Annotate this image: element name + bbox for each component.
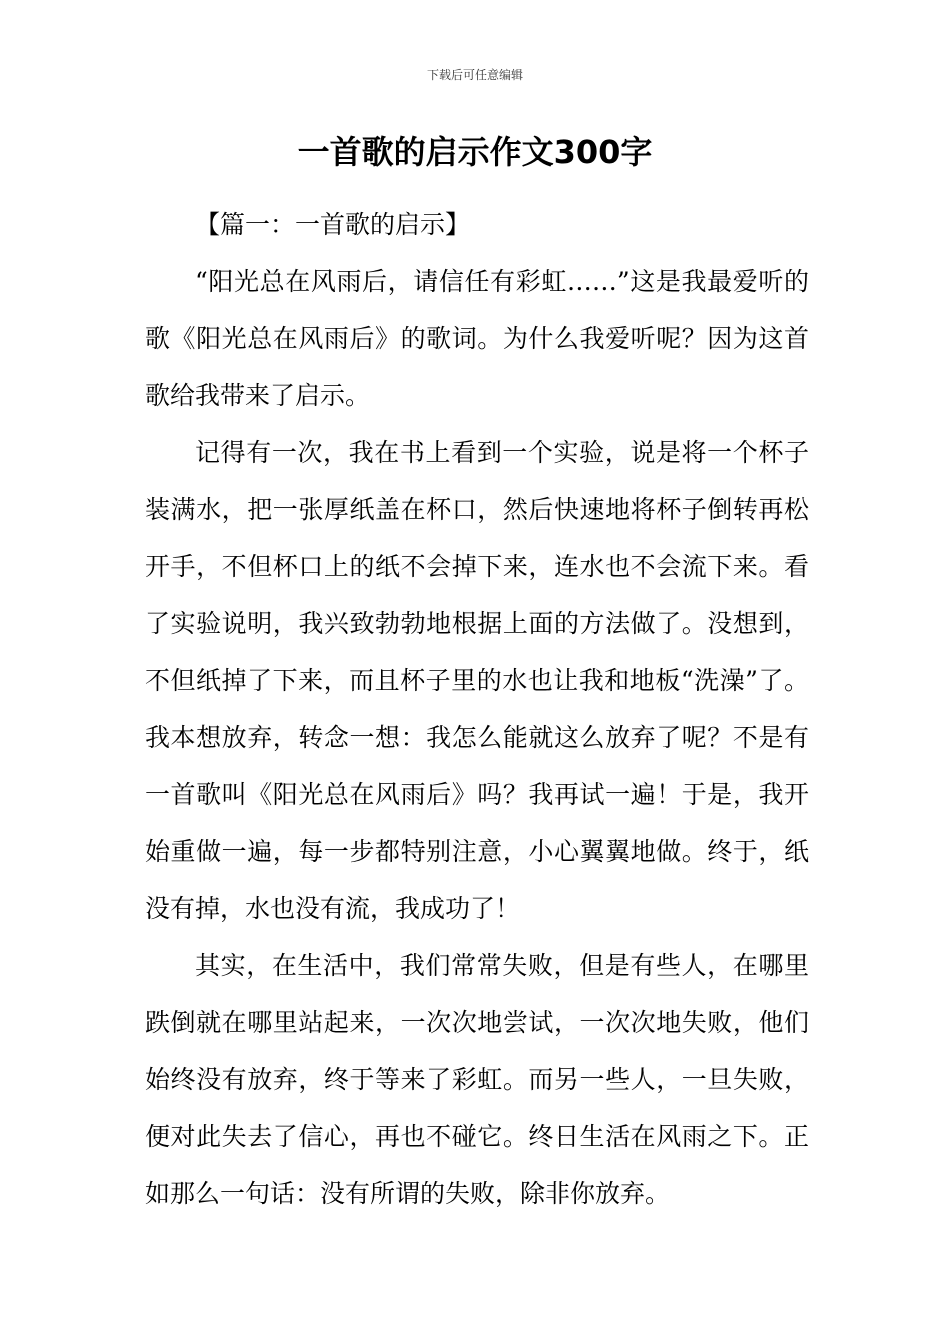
paragraph-1: “阳光总在风雨后，请信任有彩虹……”这是我最爱听的歌《阳光总在风雨后》的歌词。为什么我爱听呢？因为这首歌给我带来了启示。	[145, 267, 809, 410]
section-heading: 【篇一：一首歌的启示】	[195, 210, 471, 239]
paragraph-2: 记得有一次，我在书上看到一个实验，说是将一个杯子装满水，把一张厚纸盖在杯口，然后快速地将杯子倒转再松开手，不但杯口上的纸不会掉下来，连水也不会流下来。看了实验说明，我兴致勃勃地根据上面的方法做了。没想到，不但纸掉了下来，而且杯子里的水也让我和地板“洗澡”了。我本想放弃，转念一想：我怎么能就这么放弃了呢？不是有一首歌叫《阳光总在风雨后》吗？我再试一遍！于是，我开始重做一遍，每一步都特别注意，小心翼翼地做。终于，纸没有掉，水也没有流，我成功了！	[145, 438, 809, 923]
article-body	[145, 196, 809, 1222]
header-note: 下载后可任意编辑	[426, 68, 523, 82]
page-title: 一首歌的启示作文300字	[297, 133, 653, 171]
paragraph-3: 其实，在生活中，我们常常失败，但是有些人，在哪里跌倒就在哪里站起来，一次次地尝试，一次次地失败，他们始终没有放弃，终于等来了彩虹。而另一些人，一旦失败，便对此失去了信心，再也不碰它。终日生活在风雨之下。正如那么一句话：没有所谓的失败，除非你放弃。	[145, 951, 809, 1208]
